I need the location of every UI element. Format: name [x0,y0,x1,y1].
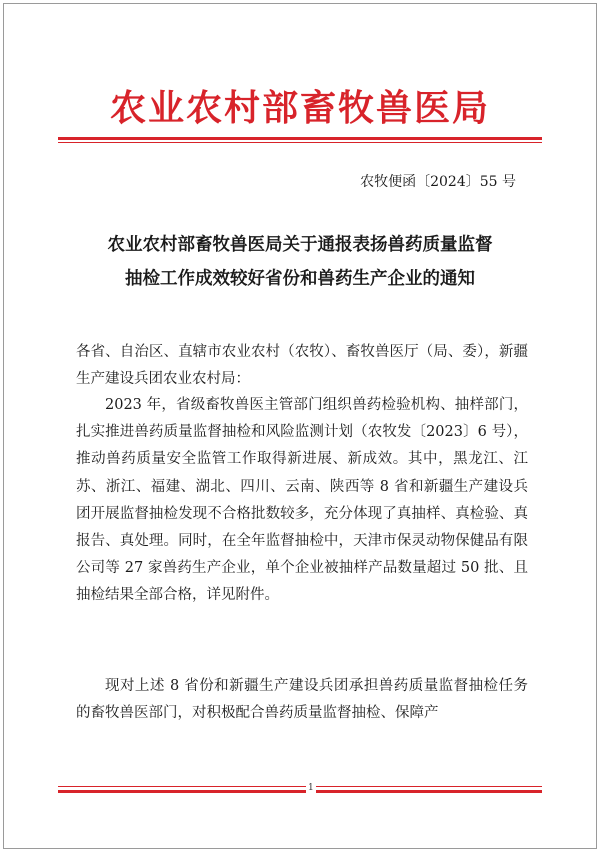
body-paragraph: 现对上述 8 省份和新疆生产建设兵团承担兽药质量监督抽检任务的畜牧兽医部门，对积极配合兽药质量监督抽检、保障产 [76,678,528,722]
document-number: 农牧便函〔2024〕55 号 [360,174,516,190]
red-rule-top-thick [58,137,542,140]
document-title-line-1: 农业农村部畜牧兽医局关于通报表扬兽药质量监督 [107,235,493,255]
red-rule-bottom-thin [58,786,542,787]
document-title-line-2: 抽检工作成效较好省份和兽药生产企业的通知 [125,269,475,289]
page-number: 1 [308,783,314,793]
red-rule-top-thin [58,142,542,143]
salutation: 各省、自治区、直辖市农业农村（农牧）、畜牧兽医厅（局、委），新疆生产建设兵团农业农村局： [76,344,528,388]
red-rule-bottom-thick [58,790,542,793]
letterhead-issuer: 农业农村部畜牧兽医局 [109,87,490,129]
body-paragraph: 2023 年，省级畜牧兽医主管部门组织兽药检验机构、抽样部门，扎实推进兽药质量监督抽检和风险监测计划（农牧发〔2023〕6 号），推动兽药质量安全监管工作取得新进展、新成效。其中，黑龙江、江苏、浙江、福建、湖北、四川、云南、陕西等 8 省和新疆生产建设兵团开展监督抽检发现不合格批数较多，充分体现了真抽样、真检验、真报告、真处理。同时，在全年监督抽检中，天津市保灵动物保健品有限公司等 27 家兽药生产企业，单个企业被抽样产品数量超过 50 批、且抽检结果全部合格，详见附件。 [76,397,528,604]
